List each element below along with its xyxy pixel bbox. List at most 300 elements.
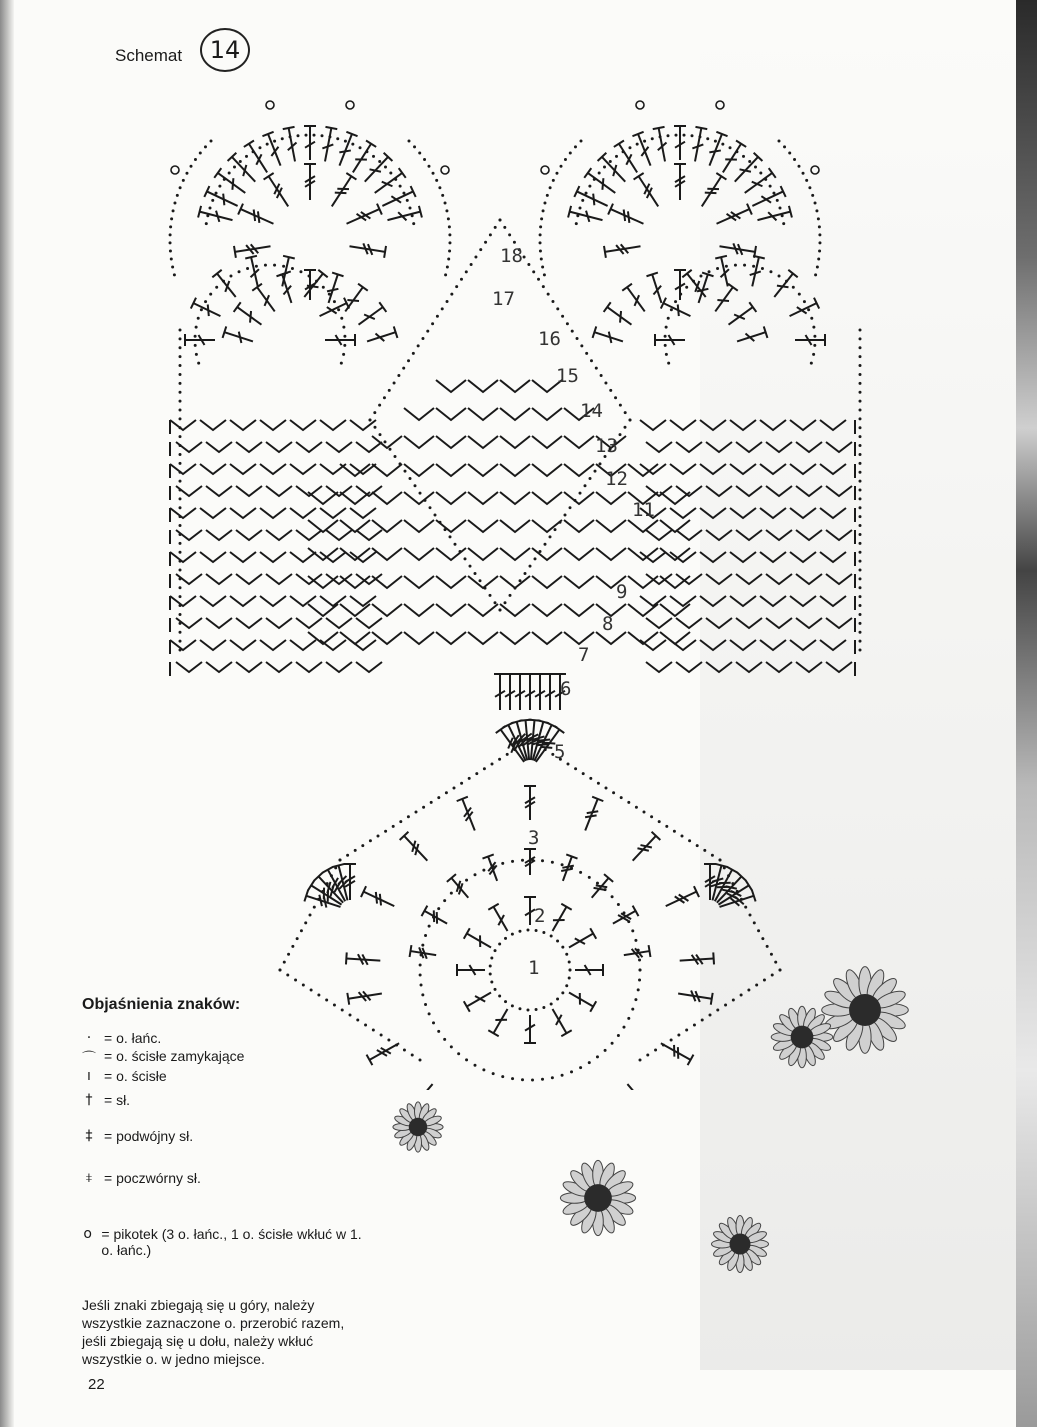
chain-dot: [560, 165, 563, 168]
chain-dot: [551, 1076, 554, 1079]
stitch: [569, 993, 596, 1012]
chain-dot: [518, 1007, 521, 1010]
chevron: [404, 520, 434, 532]
chain-dot: [337, 308, 340, 311]
chain-dot: [414, 484, 417, 487]
chain-dot: [755, 984, 758, 987]
chain-dot: [264, 264, 267, 267]
chain-dot: [677, 1034, 680, 1037]
chevron: [200, 508, 226, 518]
chain-dot: [600, 374, 603, 377]
chevron: [296, 574, 322, 584]
chevron: [296, 530, 322, 540]
chain-dot: [771, 974, 774, 977]
chain-dot: [693, 1024, 696, 1027]
chain-dot: [378, 404, 381, 407]
chain-dot: [421, 337, 424, 340]
chevron: [340, 520, 370, 532]
legend-text: = o. ścisłe zamykające: [104, 1048, 245, 1064]
chain-dot: [490, 980, 493, 983]
chain-dot: [361, 844, 364, 847]
stitch: [575, 964, 603, 976]
stitch: [666, 886, 699, 906]
chain-dot: [818, 249, 821, 252]
chevron: [500, 380, 530, 392]
chevron: [532, 520, 562, 532]
stitch: [359, 302, 387, 324]
chain-dot: [664, 344, 667, 347]
chain-dot: [228, 172, 231, 175]
chevron: [706, 486, 732, 496]
chevron: [532, 548, 562, 560]
chain-dot: [412, 352, 415, 355]
chain-dot: [426, 330, 429, 333]
chevron: [564, 576, 594, 588]
chain-dot: [761, 267, 764, 270]
chevron: [736, 442, 762, 452]
chain-dot: [766, 945, 769, 948]
chevron: [290, 552, 316, 562]
stitch: [568, 206, 602, 222]
chain-dot: [492, 1072, 495, 1075]
chevron: [796, 442, 822, 452]
chain-dot: [420, 983, 423, 986]
chain-dot: [413, 145, 416, 148]
flower-center: [791, 1026, 814, 1049]
chain-dot: [521, 859, 524, 862]
chevron: [796, 486, 822, 496]
chain-dot: [325, 999, 328, 1002]
chain-dot: [664, 335, 667, 338]
chain-dot: [424, 934, 427, 937]
chain-dot: [421, 944, 424, 947]
chevron: [564, 464, 594, 476]
chain-dot: [359, 146, 362, 149]
legend-row: [80, 1068, 167, 1084]
chain-dot: [769, 270, 772, 273]
chain-dot: [550, 1002, 553, 1005]
chain-dot: [778, 274, 781, 277]
chain-dot: [792, 286, 795, 289]
row-label: 7: [578, 644, 590, 666]
chain-dot: [204, 300, 207, 303]
chain-dot: [482, 1068, 485, 1071]
chevron: [628, 520, 658, 532]
chain-dot: [859, 533, 862, 536]
chain-dot: [585, 192, 588, 195]
chain-dot: [748, 160, 751, 163]
chain-dot: [541, 265, 544, 268]
chain-dot: [460, 278, 463, 281]
chevron: [670, 464, 696, 474]
stitch: [185, 334, 215, 346]
chain-dot: [519, 579, 522, 582]
chain-dot: [346, 854, 349, 857]
stitch: [410, 945, 437, 959]
chain-dot: [699, 274, 702, 277]
chain-dot: [511, 860, 514, 863]
chain-dot: [424, 1003, 427, 1006]
chain-dot: [437, 796, 440, 799]
chain-dot: [190, 165, 193, 168]
chain-dot: [342, 326, 345, 329]
chevron: [736, 574, 762, 584]
chain-dot: [521, 1078, 524, 1081]
chain-dot: [377, 835, 380, 838]
chain-dot: [447, 258, 450, 261]
chevron: [676, 618, 702, 628]
single-crochet-icon: †: [85, 1092, 93, 1108]
chain-dot: [859, 595, 862, 598]
stitch: [569, 928, 596, 947]
chain-dot: [566, 322, 569, 325]
chain-dot: [374, 426, 377, 429]
chain-dot: [568, 960, 571, 963]
row-label: 5: [554, 741, 566, 763]
chevron: [170, 596, 196, 606]
chevron: [596, 520, 626, 532]
chain-dot: [658, 820, 661, 823]
chevron: [436, 604, 466, 616]
stitch: [234, 244, 270, 257]
stitch: [421, 906, 447, 924]
chain-dot: [569, 152, 572, 155]
stitch: [524, 849, 536, 875]
chevron: [290, 508, 316, 518]
chain-dot: [535, 1008, 538, 1011]
chain-dot: [757, 929, 760, 932]
chevron: [564, 520, 594, 532]
chain-dot: [547, 293, 550, 296]
chevron: [500, 632, 530, 644]
chain-dot: [617, 1034, 620, 1037]
chain-dot: [384, 440, 387, 443]
chain-dot: [397, 374, 400, 377]
chain-dot: [491, 763, 494, 766]
chain-dot: [287, 953, 290, 956]
chain-dot: [696, 844, 699, 847]
chevron: [230, 552, 256, 562]
chain-dot: [449, 535, 452, 538]
chain-dot: [580, 344, 583, 347]
chain-dot: [465, 1058, 468, 1061]
chain-dot: [543, 202, 546, 205]
chain-dot: [859, 560, 862, 563]
chevron: [436, 492, 466, 504]
flower-center: [730, 1234, 751, 1255]
chain-dot: [524, 572, 527, 575]
chain-dot: [561, 315, 564, 318]
chain-dot: [173, 273, 176, 276]
chain-dot: [179, 400, 182, 403]
chain-dot: [527, 263, 530, 266]
chain-dot: [443, 899, 446, 902]
chevron: [404, 632, 434, 644]
chain-dot: [753, 921, 756, 924]
chain-dot: [585, 352, 588, 355]
chain-dot: [179, 346, 182, 349]
chain-dot: [603, 166, 606, 169]
chain-dot: [579, 206, 582, 209]
chain-dot: [402, 192, 405, 195]
chain-dot: [774, 961, 777, 964]
chain-dot: [605, 787, 608, 790]
row-label: 18: [500, 245, 523, 267]
chevron: [826, 442, 852, 452]
chevron: [766, 442, 792, 452]
chevron: [170, 640, 196, 650]
chain-dot: [818, 233, 821, 236]
chain-dot: [763, 979, 766, 982]
chain-dot: [211, 199, 214, 202]
chain-dot: [752, 265, 755, 268]
chain-dot: [474, 256, 477, 259]
chain-dot: [815, 209, 818, 212]
chain-dot: [619, 404, 622, 407]
chain-dot: [364, 1024, 367, 1027]
flower-center: [849, 994, 881, 1026]
chain-dot: [742, 155, 745, 158]
chain-dot: [810, 362, 813, 365]
chain-dot: [859, 524, 862, 527]
chain-dot: [628, 146, 631, 149]
chevron: [326, 486, 352, 496]
stitch: [367, 1043, 400, 1065]
chain-dot: [818, 225, 821, 228]
chain-dot: [432, 172, 435, 175]
chain-dot: [569, 969, 572, 972]
chain-dot: [859, 569, 862, 572]
chevron: [820, 508, 846, 518]
chevron: [296, 486, 322, 496]
chain-dot: [408, 206, 411, 209]
chain-dot: [535, 929, 538, 932]
chain-dot: [817, 217, 820, 220]
chain-dot: [448, 241, 451, 244]
chain-dot: [195, 326, 198, 329]
chevron: [200, 596, 226, 606]
chevron: [290, 464, 316, 474]
chain-dot: [542, 285, 545, 288]
chain-dot: [445, 791, 448, 794]
chain-dot: [445, 209, 448, 212]
chain-dot: [817, 258, 820, 261]
chain-dot: [615, 155, 618, 158]
chain-dot: [802, 172, 805, 175]
chain-dot: [793, 158, 796, 161]
chain-dot: [296, 937, 299, 940]
chain-dot: [622, 1026, 625, 1029]
stitch: [585, 797, 603, 831]
chain-dot: [194, 344, 197, 347]
chain-dot: [407, 815, 410, 818]
stitch: [774, 270, 797, 297]
chevron: [676, 662, 702, 672]
chevron: [790, 640, 816, 650]
chain-dot: [204, 145, 207, 148]
chain-dot: [484, 241, 487, 244]
chevron: [730, 420, 756, 430]
stitch: [322, 127, 337, 162]
chain-dot: [650, 815, 653, 818]
chain-dot: [296, 134, 299, 137]
chevron: [372, 464, 402, 476]
chain-dot: [245, 155, 248, 158]
chevron: [326, 530, 352, 540]
chain-dot: [441, 307, 444, 310]
chevron: [670, 596, 696, 606]
chevron: [700, 508, 726, 518]
stitch: [692, 127, 707, 162]
chain-dot: [179, 329, 182, 332]
chevron: [660, 520, 690, 532]
chain-dot: [494, 988, 497, 991]
chain-dot: [859, 373, 862, 376]
chain-dot: [526, 1008, 529, 1011]
chain-dot: [432, 1021, 435, 1024]
stitch: [514, 674, 526, 710]
stitch: [347, 991, 382, 1004]
stitch-symbols: [171, 101, 825, 1090]
chevron: [670, 508, 696, 518]
chain-dot: [779, 969, 782, 972]
stitch: [304, 164, 316, 200]
chain-dot: [541, 859, 544, 862]
arc-icon: ⌒: [82, 1051, 96, 1067]
chain-dot: [584, 484, 587, 487]
chain-dot: [859, 462, 862, 465]
stitch: [304, 270, 327, 297]
chevron: [500, 464, 530, 476]
stitch: [752, 186, 785, 206]
chain-dot: [811, 194, 814, 197]
chevron: [404, 548, 434, 560]
chain-dot: [407, 359, 410, 362]
crochet-chart: [120, 90, 900, 1090]
row-label: 15: [556, 365, 579, 387]
chain-dot: [504, 1000, 507, 1003]
chevron: [676, 530, 702, 540]
stitch: [234, 302, 262, 324]
chain-dot: [859, 346, 862, 349]
stitch: [680, 952, 714, 964]
chevron: [436, 464, 466, 476]
chevron: [404, 464, 434, 476]
chevron: [766, 574, 792, 584]
chevron: [820, 420, 846, 430]
chain-dot: [537, 278, 540, 281]
chain-dot: [611, 895, 614, 898]
stitch: [387, 206, 421, 221]
chain-dot: [541, 1078, 544, 1081]
chain-dot: [651, 137, 654, 140]
chevron: [236, 574, 262, 584]
chevron: [796, 530, 822, 540]
chain-dot: [171, 265, 174, 268]
chain-dot: [179, 391, 182, 394]
chain-dot: [814, 202, 817, 205]
chain-dot: [859, 631, 862, 634]
chain-dot: [210, 140, 213, 143]
chain-dot: [543, 273, 546, 276]
chain-dot: [501, 862, 504, 865]
chevron: [820, 552, 846, 562]
chevron: [646, 486, 672, 496]
stitch: [674, 164, 686, 200]
chain-dot: [859, 364, 862, 367]
chain-dot: [788, 152, 791, 155]
legend-row: [80, 1226, 370, 1258]
chain-dot: [369, 839, 372, 842]
chevron: [820, 640, 846, 650]
chevron: [760, 464, 786, 474]
chain-dot: [667, 362, 670, 365]
chain-dot: [734, 264, 737, 267]
legend-row: [80, 1092, 130, 1108]
chevron: [706, 574, 732, 584]
chain-dot: [634, 939, 637, 942]
chain-dot: [561, 1074, 564, 1077]
chain-dot: [859, 435, 862, 438]
chain-dot: [511, 1077, 514, 1080]
chain-dot: [555, 172, 558, 175]
chain-dot: [740, 994, 743, 997]
chevron: [320, 508, 346, 518]
chain-dot: [406, 199, 409, 202]
dot-icon: ·: [86, 1030, 92, 1046]
chain-dot: [255, 265, 258, 268]
stitch: [678, 990, 713, 1004]
chain-dot: [447, 217, 450, 220]
chain-dot: [670, 308, 673, 311]
chain-dot: [643, 140, 646, 143]
chevron: [436, 436, 466, 448]
chain-dot: [761, 937, 764, 940]
chain-dot: [716, 267, 719, 270]
chain-dot: [588, 876, 591, 879]
chain-dot: [304, 921, 307, 924]
chain-dot: [436, 315, 439, 318]
double-treble-icon: ‡: [85, 1128, 93, 1144]
stitch: [280, 256, 295, 287]
stitch: [447, 874, 468, 898]
chain-dot: [564, 514, 567, 517]
chevron: [730, 596, 756, 606]
chevron: [826, 618, 852, 628]
chain-dot: [498, 942, 501, 945]
chevron: [266, 618, 292, 628]
chevron: [356, 574, 382, 584]
chain-dot: [769, 185, 772, 188]
stitch: [534, 674, 546, 710]
stitch: [524, 1015, 536, 1043]
chain-dot: [179, 417, 182, 420]
chevron: [206, 442, 232, 452]
chain-dot: [443, 1038, 446, 1041]
chain-dot: [540, 258, 543, 261]
chain-dot: [636, 143, 639, 146]
row-label: 8: [602, 613, 614, 635]
stitch: [339, 132, 357, 166]
row-label: 12: [605, 468, 628, 490]
stitch: [598, 153, 626, 182]
chevron: [532, 576, 562, 588]
chain-dot: [179, 409, 182, 412]
chevron: [700, 464, 726, 474]
chain-dot: [859, 489, 862, 492]
chain-dot: [576, 337, 579, 340]
chain-dot: [415, 811, 418, 814]
